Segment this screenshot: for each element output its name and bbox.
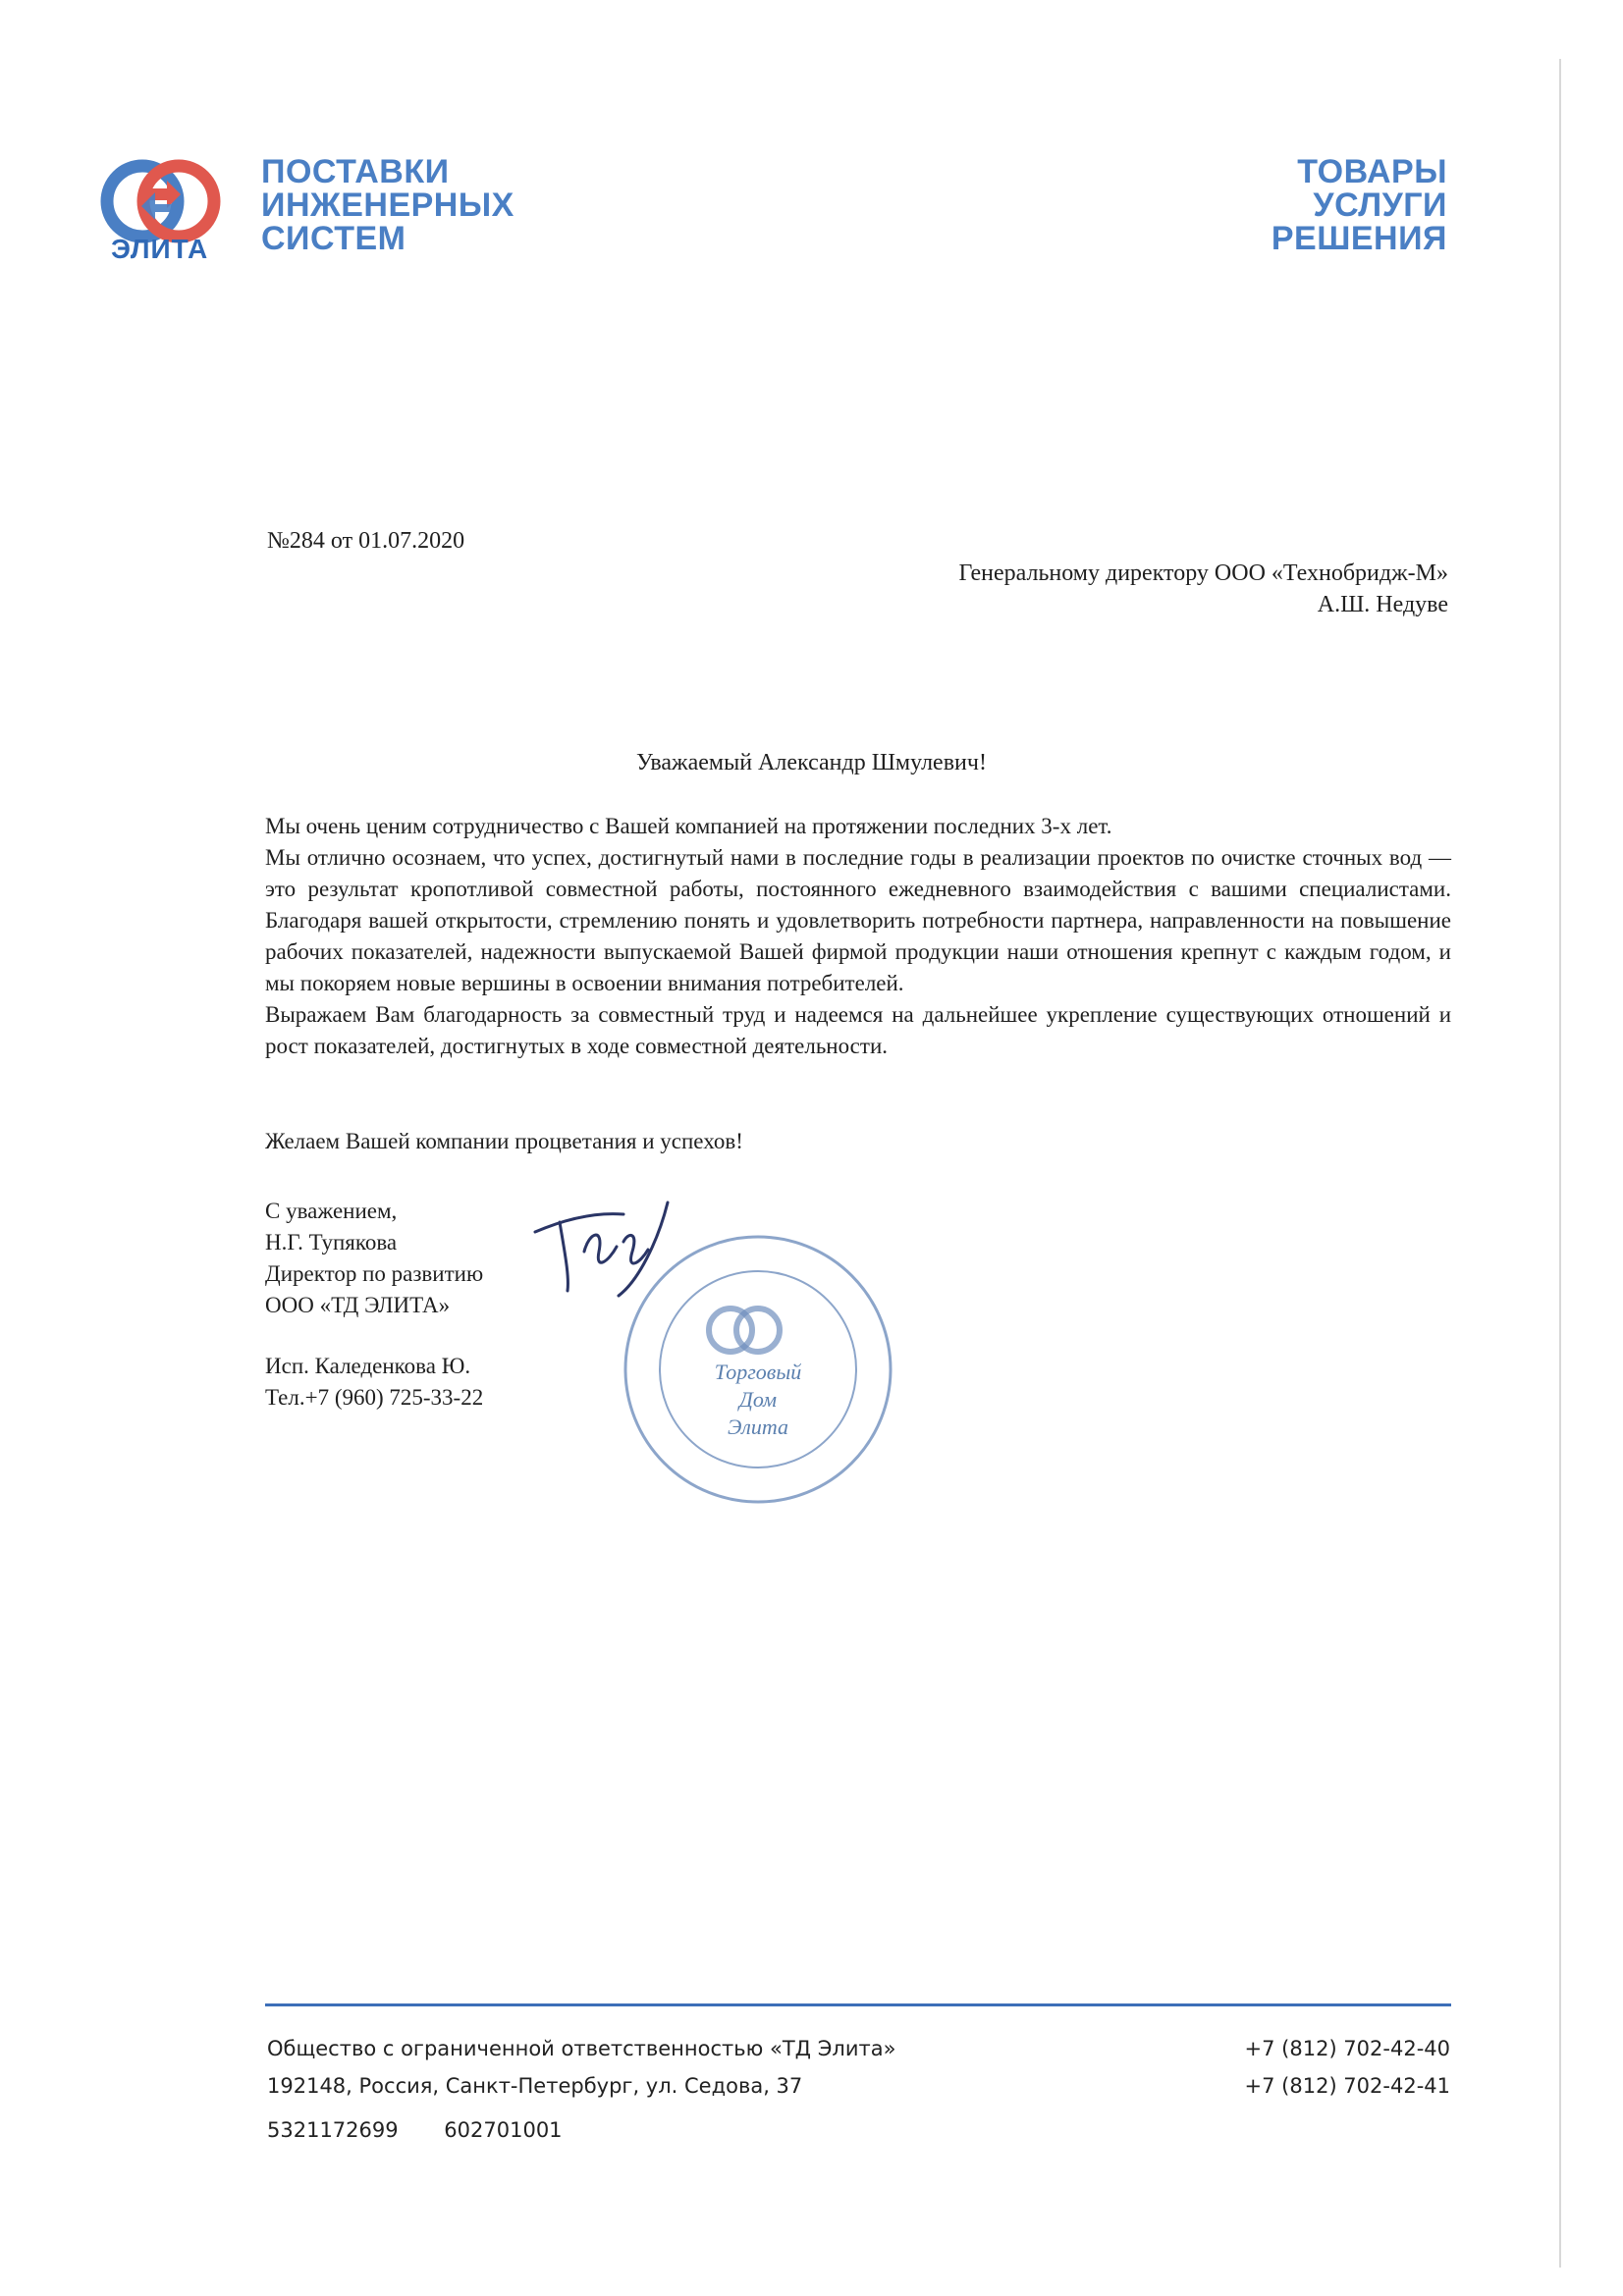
letter-body <box>265 811 1451 1062</box>
body-paragraph: Мы отлично осознаем, что успех, достигнутый нами в последние годы в реализации проектов по очистке сточных вод — это результат кропотливой совместной работы, постоянного ежедневного взаимодействия с вашими специалистами. Благодаря вашей открытости, стремлению понять и удовлетворить потребности партнера, направленности на повышение рабочих показателей, надежности выпускаемой Вашей фирмой продукции наши отношения крепнут с каждым годом, и мы покоряем новые вершины в освоении внимания потребителей. <box>265 845 1451 995</box>
closing-phrase: С уважением, <box>265 1199 398 1223</box>
footer-ids <box>267 2118 602 2142</box>
letterhead-slogan-right <box>1271 155 1447 255</box>
footer-company-info <box>267 2030 895 2105</box>
signature-block <box>265 1196 483 1321</box>
slogan-line: РЕШЕНИЯ <box>1271 220 1447 257</box>
executor-phone: Тел.+7 (960) 725-33-22 <box>265 1385 484 1410</box>
stamp-text: Дом <box>738 1387 778 1412</box>
slogan-line: СИСТЕМ <box>261 220 406 257</box>
addressee <box>958 558 1448 620</box>
stamp-text: Элита <box>727 1415 788 1439</box>
footer-company: Общество с ограниченной ответственностью «ТД Элита» <box>267 2037 896 2060</box>
greeting: Уважаемый Александр Шмулевич! <box>636 750 987 775</box>
letterhead-slogan-left <box>261 155 514 255</box>
scan-edge-line <box>1559 59 1561 2268</box>
stamp-text: Торговый <box>714 1360 802 1384</box>
footer-id-value: 5321172699 <box>267 2118 399 2142</box>
signer-position: Директор по развитию <box>265 1261 484 1286</box>
footer-phone: +7 (812) 702-42-41 <box>1244 2074 1450 2098</box>
body-paragraph: Мы очень ценим сотрудничество с Вашей компанией на протяжении последних 3-х лет. <box>265 814 1112 838</box>
footer-divider <box>265 2003 1451 2006</box>
logo-caption: ЭЛИТА <box>111 234 209 264</box>
closing-wish: Желаем Вашей компании процветания и успехов! <box>265 1129 743 1153</box>
slogan-line: УСЛУГИ <box>1313 187 1447 224</box>
slogan-line: ИНЖЕНЕРНЫХ <box>261 187 514 224</box>
contact-block <box>265 1351 483 1414</box>
footer-phones <box>1245 2030 1450 2105</box>
signer-company: ООО «ТД ЭЛИТА» <box>265 1293 451 1317</box>
addressee-title: Генеральному директору ООО «Технобридж-М» <box>958 561 1448 586</box>
footer-address: 192148, Россия, Санкт-Петербург, ул. Седова, 37 <box>267 2074 803 2098</box>
footer-phone: +7 (812) 702-42-40 <box>1244 2037 1450 2060</box>
company-stamp <box>611 1232 905 1507</box>
footer-id-value: 602701001 <box>444 2118 563 2142</box>
addressee-name: А.Ш. Недуве <box>1317 592 1448 617</box>
executor: Исп. Каледенкова Ю. <box>265 1354 471 1378</box>
document-number: №284 от 01.07.2020 <box>267 528 465 554</box>
slogan-line: ПОСТАВКИ <box>261 153 450 190</box>
signer-name: Н.Г. Тупякова <box>265 1230 398 1255</box>
slogan-line: ТОВАРЫ <box>1297 153 1447 190</box>
body-paragraph: Выражаем Вам благодарность за совместный труд и надеемся на дальнейшее укрепление существующих отношений и рост показателей, достигнутых в ходе совместной деятельности. <box>265 1002 1451 1058</box>
